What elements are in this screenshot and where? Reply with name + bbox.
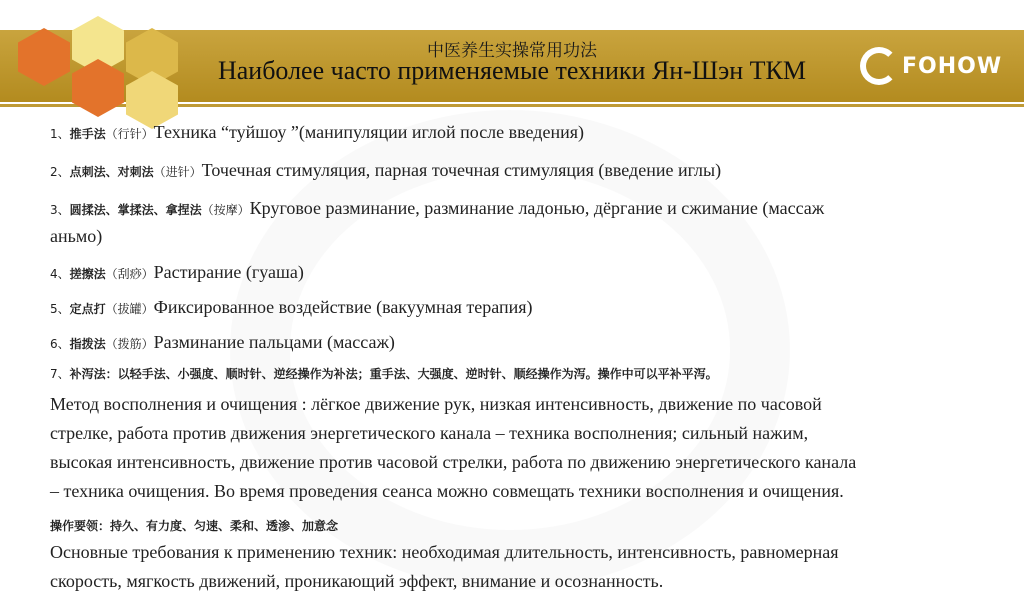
item-russian-text: Разминание пальцами (массаж) (153, 332, 395, 352)
fohow-logo (860, 44, 1010, 88)
list-item (50, 328, 980, 358)
item-number: 2、 (50, 165, 70, 179)
paragraph-line: Метод восполнения и очищения : лёгкое движение рук, низкая интенсивность, движение по часовой (50, 394, 822, 414)
item-chinese-term: 补泻法： (69, 367, 118, 381)
item-chinese-note: （按摩） (201, 203, 250, 217)
item-number: 5、 (50, 302, 70, 316)
item-russian-text: аньмо) (50, 226, 103, 246)
item-russian-text: Растирание (гуаша) (153, 262, 304, 282)
list-item (50, 118, 980, 148)
paragraph-line: Основные требования к применению техник: необходимая длительность, интенсивность, равномерная (50, 542, 839, 562)
item-chinese-note: （拨筋） (105, 337, 154, 351)
list-item (50, 358, 980, 388)
logo-text: FOHOW (902, 53, 1003, 79)
item-chinese-term: 搓擦法 (69, 267, 106, 281)
item-number: 6、 (50, 337, 70, 351)
list-item (50, 194, 980, 224)
item-russian-text: Точечная стимуляция, парная точечная стимуляция (введение иглы) (201, 160, 722, 180)
item-chinese-text: 以轻手法、小强度、顺时针、逆经操作为补法；重手法、大强度、逆时针、顺经操作为泻。操作中可以平补平泻。 (117, 367, 718, 381)
item-chinese-note: （刮痧） (105, 267, 154, 281)
list-item (50, 258, 980, 288)
paragraph-line: стрелке, работа против движения энергетического канала – техника восполнения; сильный нажим, (50, 423, 809, 443)
item-chinese-term: 推手法 (69, 127, 106, 141)
item-chinese-term: 圆揉法、掌揉法、拿捏法 (69, 203, 202, 217)
item-russian-text: Фиксированное воздействие (вакуумная терапия) (153, 297, 533, 317)
title-chinese: 中医养生实操常用功法 (427, 41, 597, 61)
list-item-continuation (50, 222, 980, 250)
paragraph-line: скорость, мягкость движений, проникающий эффект, внимание и осознанность. (50, 571, 664, 591)
item-russian-text: Техника “туйшоу ”(манипуляции иглой после введения) (153, 122, 584, 142)
fohow-logo-icon (860, 47, 898, 85)
list-item (50, 156, 980, 186)
item-number: 7、 (50, 367, 70, 381)
item-number: 1、 (50, 127, 70, 141)
paragraph-line: высокая интенсивность, движение против часовой стрелки, работа по движению энергетического канала (50, 452, 857, 472)
item-chinese-note: （拔罐） (105, 302, 154, 316)
item-number: 3、 (50, 203, 70, 217)
item-chinese-term: 指拨法 (69, 337, 106, 351)
page-title: Наиболее часто применяемые техники Ян-Шэн ТКМ (217, 56, 807, 85)
method-paragraph (50, 390, 970, 506)
item-number: 4、 (50, 267, 70, 281)
item-chinese-term: 定点打 (69, 302, 106, 316)
item-chinese-note: （进针） (153, 165, 202, 179)
item-russian-text: Круговое разминание, разминание ладонью, дёргание и сжимание (массаж (249, 198, 825, 218)
requirements-chinese (50, 510, 980, 540)
item-chinese-note: （行针） (105, 127, 154, 141)
item-chinese-term: 点刺法、对刺法 (69, 165, 154, 179)
requirements-paragraph (50, 538, 970, 596)
paragraph-line: – техника очищения. Во время проведения сеанса можно совмещать техники восполнения и очищения. (50, 481, 844, 501)
requirements-chinese-text: 操作要领：持久、有力度、匀速、柔和、透渗、加意念 (50, 519, 339, 533)
list-item (50, 293, 980, 323)
header (0, 0, 1024, 112)
